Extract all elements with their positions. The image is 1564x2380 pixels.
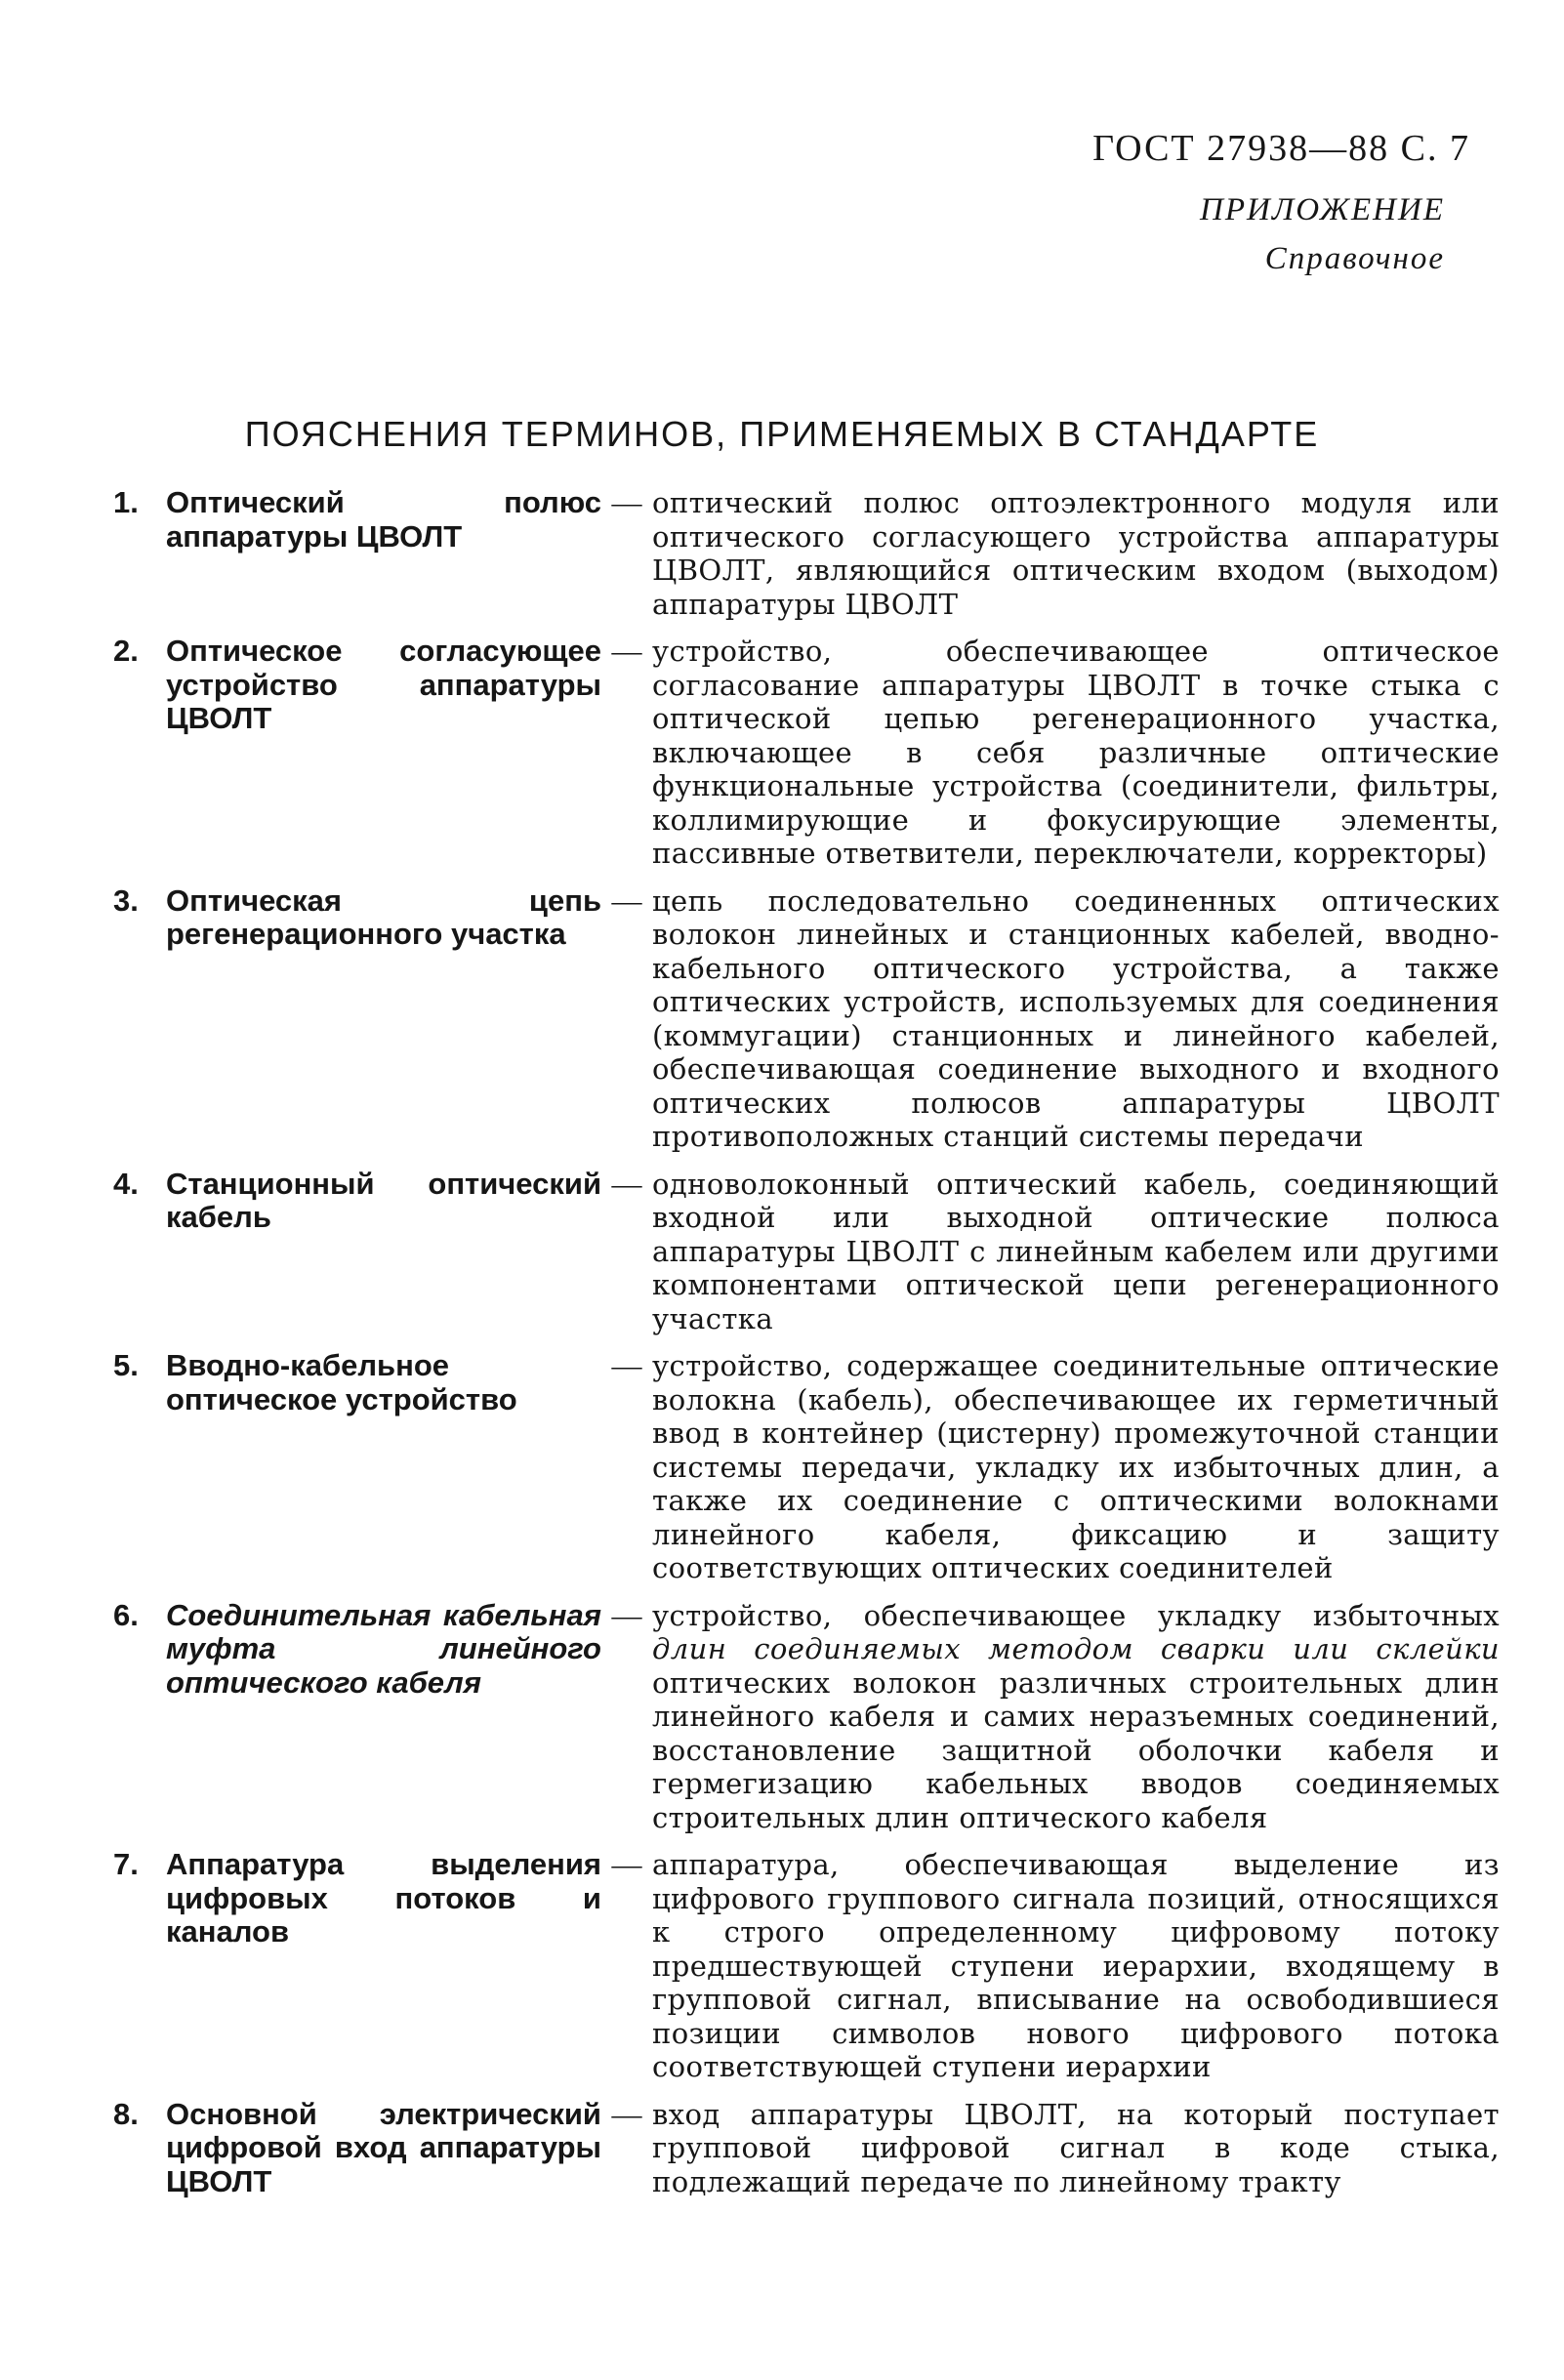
term-entry [113, 2098, 1500, 2199]
term-number: 5. [113, 1348, 139, 1382]
term-number: 2. [113, 634, 139, 668]
term-definition: оптический полюс оптоэлектронного модуля или оптического согласующего устройства аппаратуры ЦВОЛТ, являющийся оптическим входом (выходом) аппаратуры ЦВОЛТ [652, 486, 1500, 621]
term-entry [113, 486, 1500, 621]
term-name: Оптическое согласующее устройство аппаратуры ЦВОЛТ [166, 634, 601, 735]
term-number: 8. [113, 2096, 139, 2131]
term-number: 6. [113, 1597, 139, 1632]
appendix-status: Справочное [1264, 241, 1445, 276]
document-header: ГОСТ 27938—88 С. 7 [1092, 128, 1470, 169]
term-dash: — [611, 1166, 642, 1201]
definition-part: оптических волокон различных строительных длин линейного кабеля и самих неразъемных соединений, восстановление защитной оболочки кабеля и гермегизацию кабельных вводов соединяемых строительных длин оптического кабеля [652, 1665, 1500, 1834]
term-name: Вводно-кабельное оптическое устройство [166, 1348, 517, 1416]
term-name: Аппаратура выделения цифровых потоков и каналов [166, 1847, 601, 1949]
term-entry [113, 1848, 1500, 2084]
term-dash: — [611, 882, 642, 918]
term-dash: — [611, 634, 642, 668]
term-number: 1. [113, 485, 139, 519]
term-entry [113, 635, 1500, 871]
term-name: Основной электрический цифровой вход аппаратуры ЦВОЛТ [166, 2096, 601, 2198]
terms-list [113, 486, 1500, 2212]
term-dash: — [611, 485, 642, 519]
appendix-block [1200, 185, 1445, 283]
term-name: Оптический полюс аппаратуры ЦВОЛТ [166, 485, 601, 554]
term-definition: вход аппаратуры ЦВОЛТ, на который поступает групповой цифровой сигнал в коде стыка, подлежащий передаче по линейному тракту [652, 2097, 1500, 2198]
definition-italic-part: длин соединяемых методом сварки или склейки [652, 1632, 1500, 1665]
term-entry [113, 1599, 1500, 1835]
term-entry [113, 1168, 1500, 1336]
term-name: Оптическая цепь регенерационного участка [166, 882, 601, 951]
appendix-label: ПРИЛОЖЕНИЕ [1200, 192, 1445, 227]
page-title: ПОЯСНЕНИЯ ТЕРМИНОВ, ПРИМЕНЯЕМЫХ В СТАНДАРТЕ [244, 414, 1320, 454]
term-definition: устройство, обеспечивающее оптическое согласование аппаратуры ЦВОЛТ в точке стыка с оптической цепью регенерационного участка, включающее в себя различные оптические функциональные устройства (соединители, фильтры, коллимирующие и фокусирующие элементы, пассивные ответвители, переключатели, корректоры) [652, 635, 1500, 870]
term-definition: одноволоконный оптический кабель, соединяющий входной или выходной оптические полюса аппаратуры ЦВОЛТ с линейным кабелем или другими компонентами оптической цепи регенерационного участка [652, 1167, 1500, 1335]
term-dash: — [611, 1597, 642, 1632]
term-dash: — [611, 1348, 642, 1382]
term-definition: аппаратура, обеспечивающая выделение из цифрового группового сигнала позиций, относящихся к строго определенному цифровому потоку предшествующей ступени иерархии, входящему в групповой сигнал, вписывание на освободившиеся позиции символов нового цифрового потока соответствующей ступени иерархии [652, 1848, 1500, 2083]
term-number: 4. [113, 1166, 139, 1201]
term-definition: цепь последовательно соединенных оптических волокон линейных и станционных кабелей, вводно-кабельного оптического устройства, а также оптических устройств, используемых для соединения (коммугации) станционных и линейного кабелей, обеспечивающая соединение выходного и входного оптических полюсов аппаратуры ЦВОЛТ противоположных станций системы передачи [652, 883, 1500, 1153]
term-definition: устройство, содержащее соединительные оптические волокна (кабель), обеспечивающее их герметичный ввод в контейнер (цистерну) промежуточной станции системы передачи, укладку их избыточных длин, а также их соединение с оптическими волокнами линейного кабеля, фиксацию и защиту соответствующих оптических соединителей [652, 1349, 1500, 1584]
term-definition [652, 1599, 1500, 1835]
term-dash: — [611, 2096, 642, 2131]
definition-part: устройство, обеспечивающее укладку избыточных [652, 1598, 1500, 1632]
term-name: Соединительная кабельная муфта линейного оптического кабеля [166, 1597, 601, 1700]
term-name: Станционный оптический кабель [166, 1166, 601, 1234]
term-entry [113, 1349, 1500, 1585]
term-entry [113, 884, 1500, 1154]
term-number: 3. [113, 882, 139, 918]
term-number: 7. [113, 1847, 139, 1881]
term-dash: — [611, 1847, 642, 1881]
